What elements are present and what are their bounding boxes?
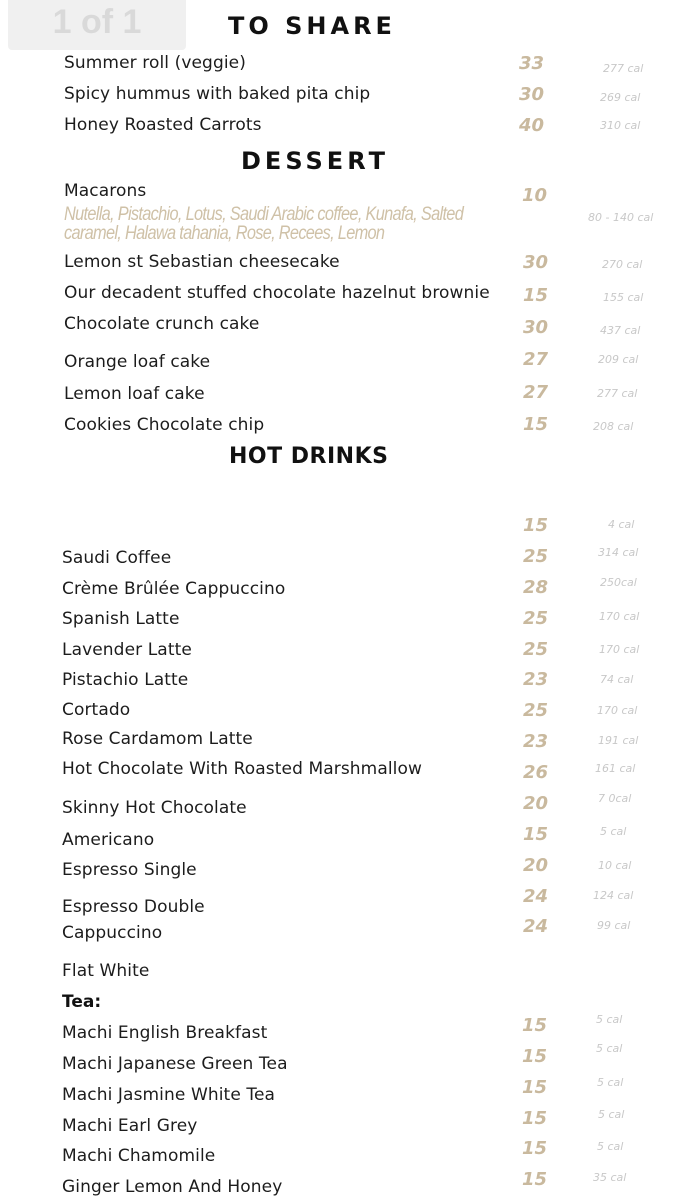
- section-heading-to-share: TO SHARE: [228, 12, 396, 40]
- item-price: 23: [523, 731, 549, 752]
- menu-item: Espresso Single: [62, 860, 197, 880]
- item-price: 15: [523, 515, 549, 536]
- item-calories: 7 0cal: [598, 792, 632, 805]
- item-calories: 161 cal: [595, 762, 636, 775]
- menu-item: Orange loaf cake: [64, 352, 211, 372]
- item-calories: 170 cal: [599, 643, 640, 656]
- menu-item: Spanish Latte: [62, 609, 180, 629]
- item-price: 25: [523, 700, 549, 721]
- item-calories: 208 cal: [593, 420, 634, 433]
- item-price: 25: [523, 639, 549, 660]
- item-price: 40: [519, 115, 545, 136]
- item-price: 10: [522, 185, 548, 206]
- item-price: 15: [522, 1138, 548, 1159]
- item-price: 28: [523, 577, 549, 598]
- item-calories: 5 cal: [596, 1013, 623, 1026]
- item-calories: 314 cal: [598, 546, 639, 559]
- menu-item: Machi Chamomile: [62, 1146, 216, 1166]
- menu-item: Rose Cardamom Latte: [62, 729, 253, 749]
- item-price: 30: [523, 252, 549, 273]
- item-price: 25: [523, 546, 549, 567]
- menu-item: Flat White: [62, 961, 150, 981]
- tea-subheading: Tea:: [62, 992, 102, 1012]
- item-price: 15: [523, 824, 549, 845]
- item-calories: 5 cal: [596, 1042, 623, 1055]
- item-calories: 99 cal: [597, 919, 631, 932]
- section-heading-hot-drinks: HOT DRINKS: [229, 444, 389, 469]
- menu-item: Skinny Hot Chocolate: [62, 798, 247, 818]
- item-calories: 310 cal: [600, 119, 641, 132]
- item-calories: 191 cal: [598, 734, 639, 747]
- item-calories: 170 cal: [597, 704, 638, 717]
- menu-item: Cappuccino: [62, 923, 163, 943]
- item-price: 24: [523, 886, 549, 907]
- item-calories: 270 cal: [602, 258, 643, 271]
- menu-item: Hot Chocolate With Roasted Marshmallow: [62, 759, 422, 779]
- menu-item-macarons: Macarons: [64, 181, 147, 201]
- menu-item: Cookies Chocolate chip: [64, 415, 265, 435]
- item-calories: 5 cal: [597, 1140, 624, 1153]
- item-calories: 437 cal: [600, 324, 641, 337]
- menu-item: Machi Japanese Green Tea: [62, 1054, 288, 1074]
- menu-item: Our decadent stuffed chocolate hazelnut brownie: [64, 283, 490, 303]
- menu-item: Saudi Coffee: [62, 548, 172, 568]
- menu-item: Lavender Latte: [62, 640, 192, 660]
- item-calories: 5 cal: [597, 1076, 624, 1089]
- menu-item: Honey Roasted Carrots: [64, 115, 262, 135]
- item-price: 20: [523, 793, 549, 814]
- item-calories: 170 cal: [599, 610, 640, 623]
- section-heading-dessert: DESSERT: [241, 147, 389, 175]
- item-calories: 5 cal: [598, 1108, 625, 1121]
- menu-item: Machi English Breakfast: [62, 1023, 268, 1043]
- menu-item: Espresso Double: [62, 897, 205, 917]
- page-indicator: 1 of 1: [8, 0, 186, 50]
- menu-item: Machi Earl Grey: [62, 1116, 198, 1136]
- menu-item: Machi Jasmine White Tea: [62, 1085, 276, 1105]
- item-calories: 250cal: [600, 576, 637, 589]
- item-calories: 74 cal: [600, 673, 634, 686]
- item-calories: 5 cal: [600, 825, 627, 838]
- menu-item: Americano: [62, 830, 155, 850]
- menu-item: Lemon loaf cake: [64, 384, 205, 404]
- item-calories: 35 cal: [593, 1171, 627, 1184]
- item-price: 15: [523, 285, 549, 306]
- menu-item: Pistachio Latte: [62, 670, 189, 690]
- item-price: 15: [523, 414, 549, 435]
- item-calories: 209 cal: [598, 353, 639, 366]
- menu-item: Spicy hummus with baked pita chip: [64, 84, 371, 104]
- item-price: 20: [523, 855, 549, 876]
- macaron-flavors: Nutella, Pistachio, Lotus, Saudi Arabic coffee, Kunafa, Salted caramel, Halawa tahania, Rose, Recees, Lemon: [64, 204, 464, 244]
- item-price: 24: [523, 916, 549, 937]
- menu-item: Ginger Lemon And Honey: [62, 1177, 283, 1197]
- item-price: 15: [522, 1108, 548, 1129]
- item-calories: 269 cal: [600, 91, 641, 104]
- item-price: 30: [523, 317, 549, 338]
- item-price: 25: [523, 608, 549, 629]
- item-price: 26: [523, 762, 549, 783]
- menu-item: Cortado: [62, 700, 131, 720]
- item-price: 33: [519, 53, 545, 74]
- item-price: 15: [522, 1046, 548, 1067]
- item-calories: 277 cal: [603, 62, 644, 75]
- item-calories: 80 - 140 cal: [588, 211, 654, 224]
- item-price: 15: [522, 1077, 548, 1098]
- item-price: 15: [522, 1169, 548, 1190]
- item-calories: 124 cal: [593, 889, 634, 902]
- menu-item: Crème Brûlée Cappuccino: [62, 579, 286, 599]
- item-price: 15: [522, 1015, 548, 1036]
- item-calories: 10 cal: [598, 859, 632, 872]
- item-calories: 4 cal: [608, 518, 635, 531]
- item-price: 27: [523, 382, 549, 403]
- item-calories: 277 cal: [597, 387, 638, 400]
- item-price: 27: [523, 349, 549, 370]
- menu-item: Lemon st Sebastian cheesecake: [64, 252, 340, 272]
- menu-item: Summer roll (veggie): [64, 53, 246, 73]
- menu-item: Chocolate crunch cake: [64, 314, 260, 334]
- item-calories: 155 cal: [603, 291, 644, 304]
- item-price: 23: [523, 669, 549, 690]
- item-price: 30: [519, 84, 545, 105]
